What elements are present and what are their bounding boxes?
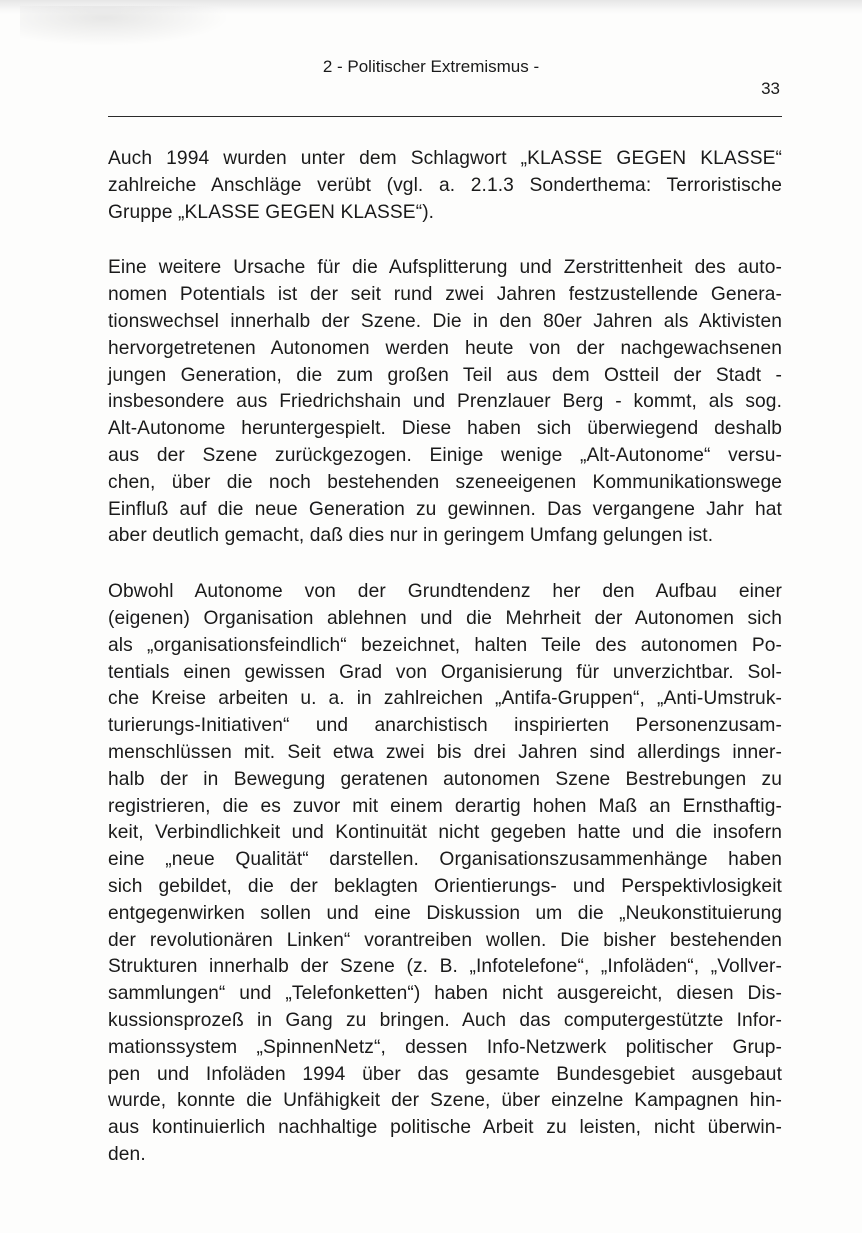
text-line: Einfluß auf die neue Generation zu gewinnen. Das vergangene Jahr hat — [108, 498, 782, 520]
text-line: halb der in Bewegung geratenen autonomen Szene Bestrebungen zu — [108, 768, 782, 790]
header-divider — [108, 116, 782, 117]
text-line: nomen Potentials ist der seit rund zwei Jahren festzustellende Genera- — [108, 284, 782, 306]
text-line: jungen Generation, die zum großen Teil aus dem Ostteil der Stadt - — [108, 364, 782, 386]
text-line: Eine weitere Ursache für die Aufsplitterung und Zerstrittenheit des auto- — [108, 257, 782, 279]
page-number: 33 — [761, 79, 780, 98]
text-line: eine „neue Qualität“ darstellen. Organisationszusammenhänge haben — [108, 849, 782, 871]
text-line: als „organisationsfeindlich“ bezeichnet, halten Teile des autonomen Po- — [108, 634, 782, 656]
text-line: aus der Szene zurückgezogen. Einige wenige „Alt-Autonome“ versu- — [108, 444, 782, 466]
text-line: Gruppe „KLASSE GEGEN KLASSE“). — [108, 201, 435, 223]
paragraph — [108, 255, 782, 550]
text-line: wurde, konnte die Unfähigkeit der Szene, über einzelne Kampagnen hin- — [108, 1090, 782, 1112]
text-line: Obwohl Autonome von der Grundtendenz her den Aufbau einer — [108, 581, 782, 603]
text-line: Auch 1994 wurden unter dem Schlagwort „KLASSE GEGEN KLASSE“ — [108, 148, 782, 169]
text-line: zahlreiche Anschläge verübt (vgl. a. 2.1.3 Sonderthema: Terroristische — [108, 174, 782, 196]
text-line: keit, Verbindlichkeit und Kontinuität nicht gegeben hatte und die insofern — [108, 822, 782, 844]
text-line: sammlungen“ und „Telefonketten“) haben nicht ausgereicht, diesen Dis- — [108, 983, 782, 1005]
scan-smudge — [20, 6, 230, 46]
text-line: turierungs-Initiativen“ und anarchistisch inspirierten Personenzusam- — [108, 715, 782, 737]
text-line: kussionsprozeß in Gang zu bringen. Auch das computergestützte Infor- — [108, 1009, 782, 1031]
text-line: aus kontinuierlich nachhaltige politische Arbeit zu leisten, nicht überwin- — [108, 1117, 782, 1139]
text-line: insbesondere aus Friedrichshain und Prenzlauer Berg - kommt, als sog. — [108, 391, 782, 413]
text-line: Strukturen innerhalb der Szene (z. B. „Infotelefone“, „Infoläden“, „Vollver- — [108, 956, 782, 978]
text-line: registrieren, die es zuvor mit einem derartig hohen Maß an Ernsthaftig- — [108, 795, 782, 817]
text-line: den. — [108, 1143, 146, 1165]
text-line: mationssystem „SpinnenNetz“, dessen Info-Netzwerk politischer Grup- — [108, 1036, 782, 1058]
text-line: pen und Infoläden 1994 über das gesamte Bundesgebiet ausgebaut — [108, 1063, 782, 1085]
text-line: aber deutlich gemacht, daß dies nur in geringem Umfang gelungen ist. — [108, 525, 714, 547]
text-line: der revolutionären Linken“ vorantreiben wollen. Die bisher bestehenden — [108, 929, 782, 951]
text-line: Alt-Autonome heruntergespielt. Diese haben sich überwiegend deshalb — [108, 418, 782, 440]
text-line: hervorgetretenen Autonomen werden heute von der nachgewachsenen — [108, 337, 782, 359]
text-line: entgegenwirken sollen und eine Diskussion um die „Neukonstituierung — [108, 902, 782, 924]
body-text — [108, 146, 782, 1198]
text-line: menschlüssen mit. Seit etwa zwei bis drei Jahren sind allerdings inner- — [108, 741, 782, 763]
text-line: tionswechsel innerhalb der Szene. Die in den 80er Jahren als Aktivisten — [108, 310, 782, 332]
text-line: tentials einen gewissen Grad von Organisierung für unverzichtbar. Sol- — [108, 661, 782, 683]
text-line: chen, über die noch bestehenden szeneeigenen Kommunikationswege — [108, 471, 782, 493]
paragraph — [108, 146, 782, 226]
text-line: che Kreise arbeiten u. a. in zahlreichen „Antifa-Gruppen“, „Anti-Umstruk- — [108, 688, 782, 710]
running-header-title: 2 - Politischer Extremismus - — [322, 57, 540, 76]
text-line: (eigenen) Organisation ablehnen und die Mehrheit der Autonomen sich — [108, 607, 782, 629]
text-line: sich gebildet, die der beklagten Orientierungs- und Perspektivlosigkeit — [108, 875, 782, 897]
paragraph — [108, 579, 782, 1169]
